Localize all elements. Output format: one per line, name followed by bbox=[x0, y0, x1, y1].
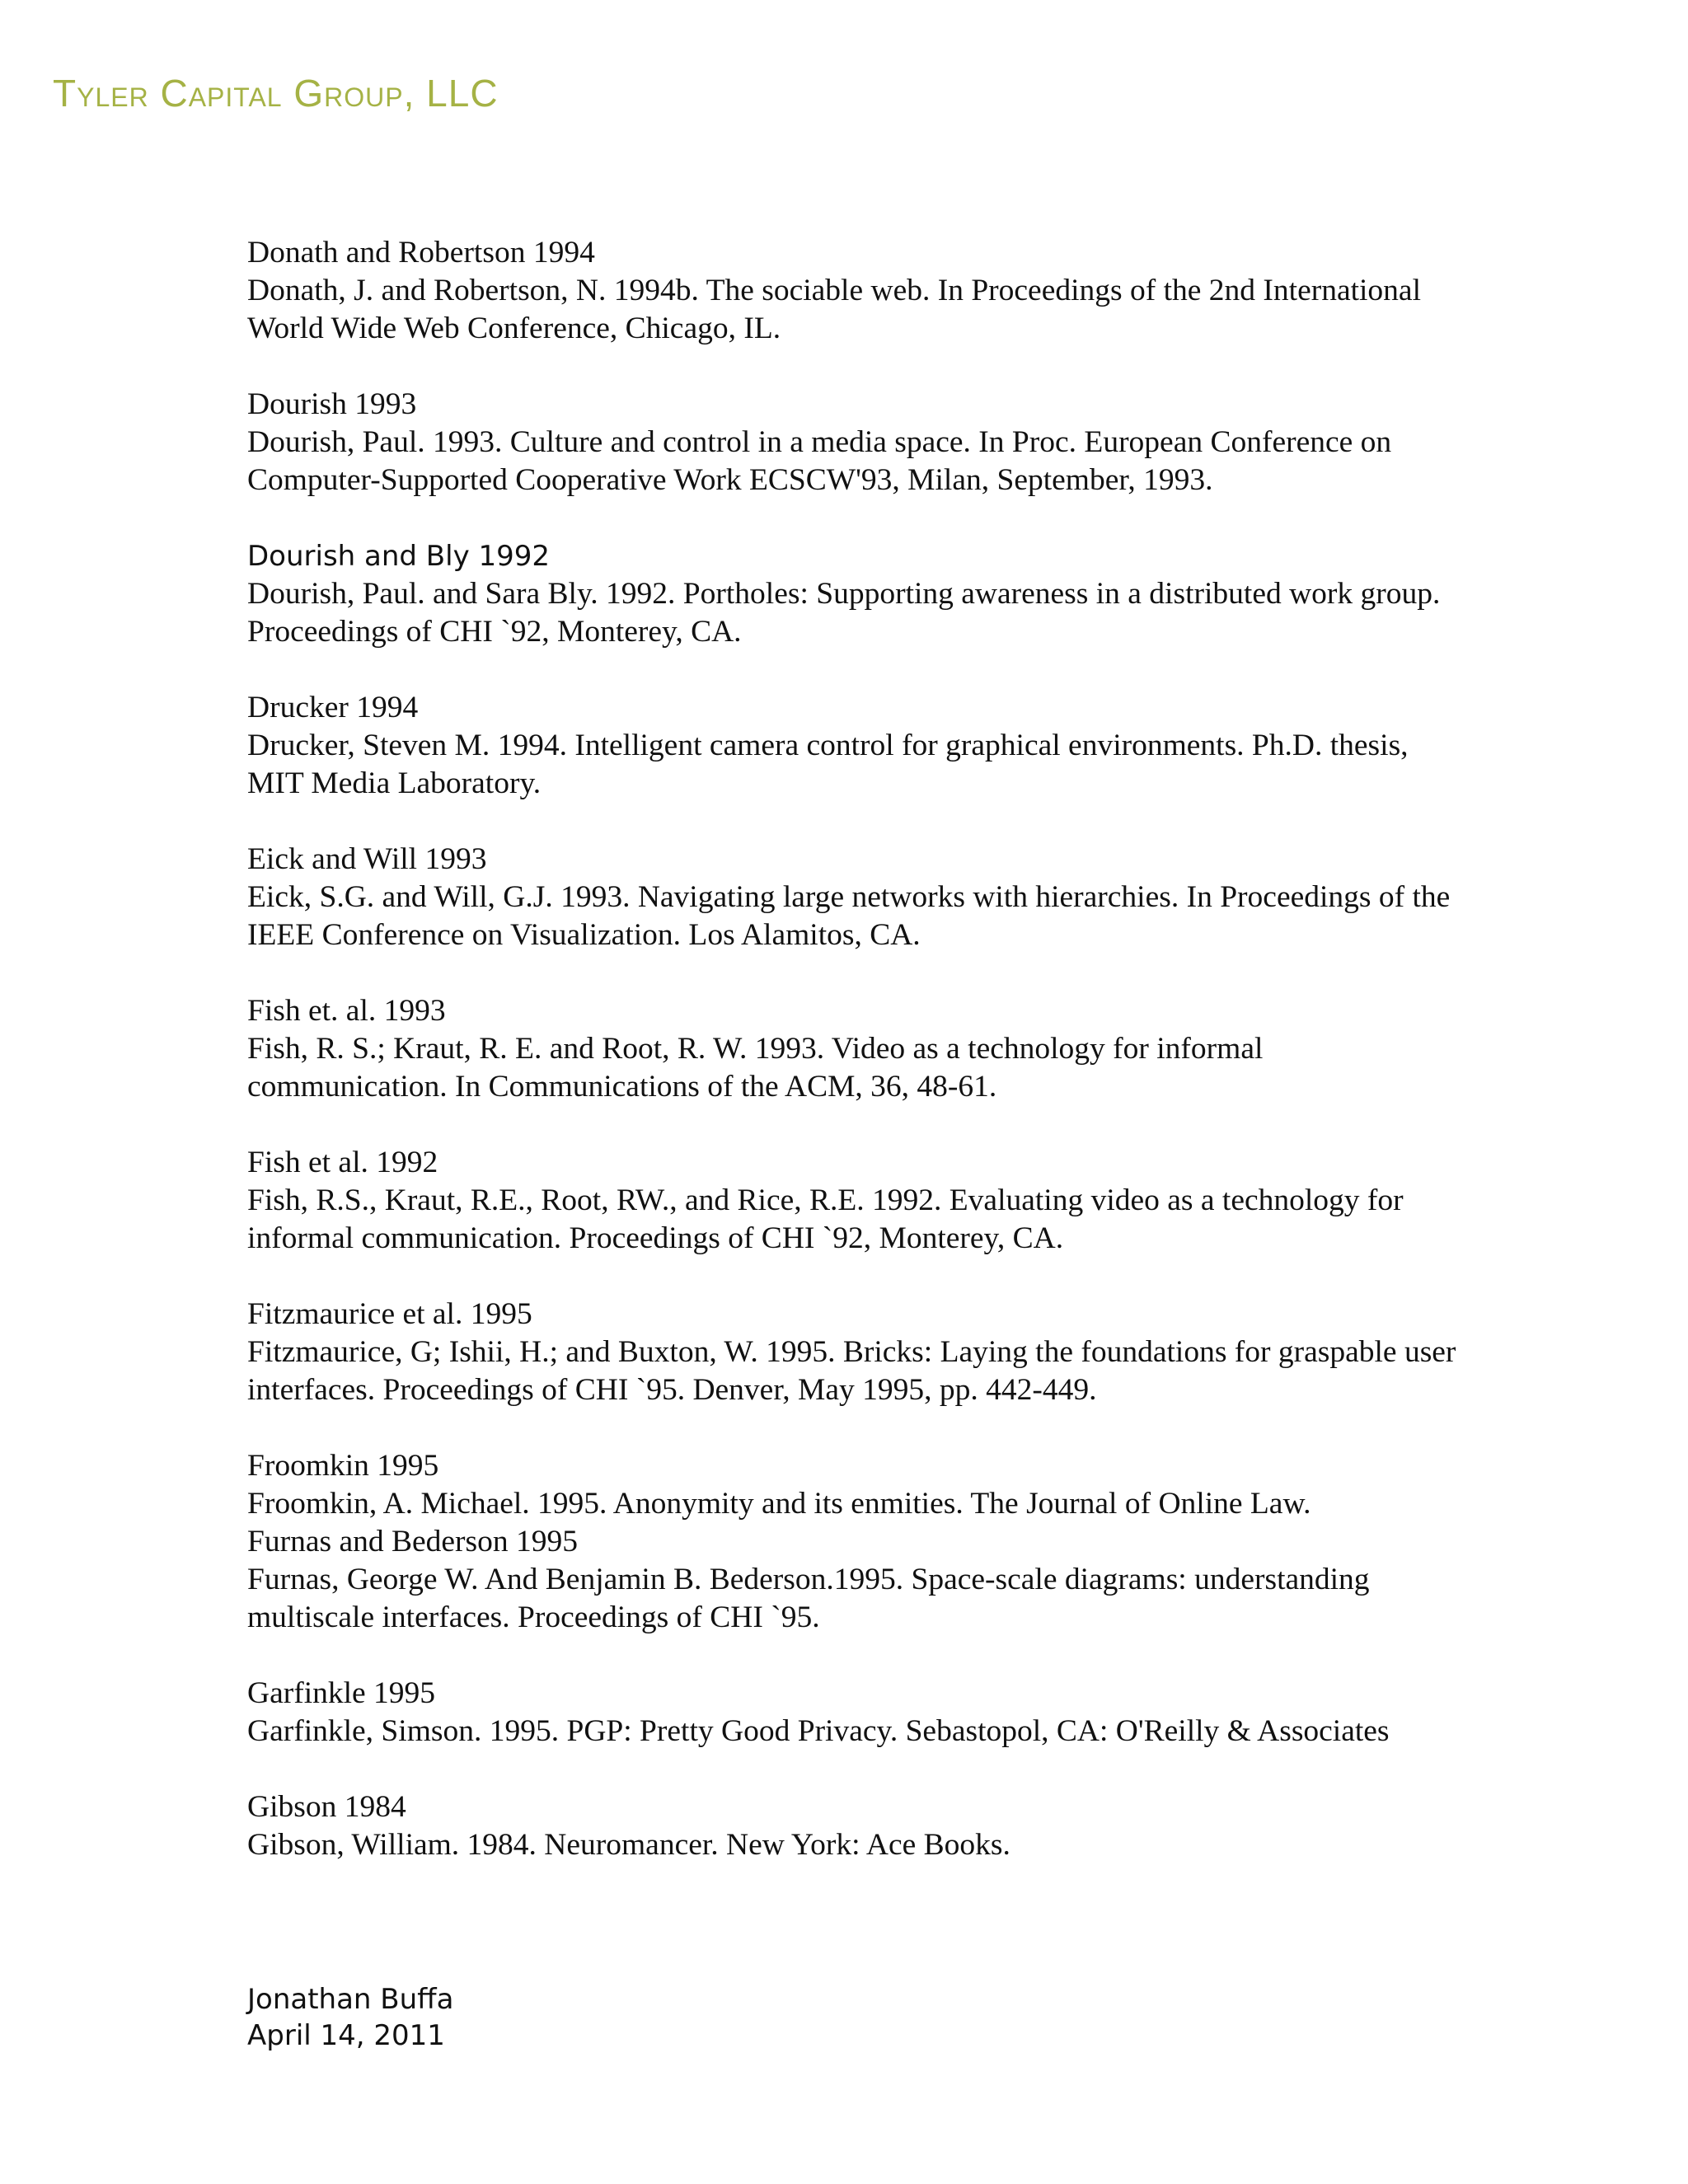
reference-list bbox=[247, 234, 1467, 1902]
reference-entry bbox=[247, 234, 1467, 348]
reference-key: Eick and Will 1993 bbox=[247, 842, 487, 876]
reference-key: Garfinkle 1995 bbox=[247, 1676, 436, 1710]
reference-citation: Garfinkle, Simson. 1995. PGP: Pretty Good Privacy. Sebastopol, CA: O'Reilly & Associates bbox=[247, 1714, 1390, 1748]
reference-citation: Fish, R. S.; Kraut, R. E. and Root, R. W. 1993. Video as a technology for informal communication. In Communications of the ACM, 36, 48-61. bbox=[247, 1032, 1264, 1104]
reference-entry bbox=[247, 992, 1467, 1106]
reference-entry bbox=[247, 1447, 1467, 1523]
reference-entry bbox=[247, 386, 1467, 499]
reference-entry bbox=[247, 537, 1467, 651]
reference-key: Dourish 1993 bbox=[247, 387, 417, 421]
reference-citation: Furnas, George W. And Benjamin B. Bederson.1995. Space-scale diagrams: understanding multiscale interfaces. Proceedings of CHI `95. bbox=[247, 1563, 1370, 1634]
reference-citation: Drucker, Steven M. 1994. Intelligent camera control for graphical environments. Ph.D. thesis, MIT Media Laboratory. bbox=[247, 729, 1409, 800]
reference-citation: Dourish, Paul. 1993. Culture and control in a media space. In Proc. European Conference on Computer-Supported Cooperative Work ECSCW'93, Milan, September, 1993. bbox=[247, 425, 1392, 497]
reference-entry bbox=[247, 1144, 1467, 1258]
reference-key: Drucker 1994 bbox=[247, 691, 419, 724]
signature-block bbox=[247, 1981, 453, 2054]
reference-citation: Gibson, William. 1984. Neuromancer. New York: Ace Books. bbox=[247, 1828, 1010, 1862]
reference-entry bbox=[247, 1296, 1467, 1409]
reference-key: Gibson 1984 bbox=[247, 1790, 406, 1824]
reference-entry bbox=[247, 1788, 1467, 1864]
company-letterhead: Tyler Capital Group, LLC bbox=[53, 72, 499, 115]
reference-key: Furnas and Bederson 1995 bbox=[247, 1525, 578, 1558]
reference-citation: Dourish, Paul. and Sara Bly. 1992. Portholes: Supporting awareness in a distributed work group. Proceedings of CHI `92, Monterey, CA. bbox=[247, 577, 1441, 649]
reference-entry bbox=[247, 1523, 1467, 1637]
reference-entry bbox=[247, 1675, 1467, 1750]
reference-key: Fitzmaurice et al. 1995 bbox=[247, 1297, 532, 1331]
reference-citation: Fish, R.S., Kraut, R.E., Root, RW., and Rice, R.E. 1992. Evaluating video as a technology for informal communication. Proceedings of CHI `92, Monterey, CA. bbox=[247, 1183, 1404, 1255]
reference-key: Froomkin 1995 bbox=[247, 1449, 439, 1483]
reference-citation: Fitzmaurice, G; Ishii, H.; and Buxton, W. 1995. Bricks: Laying the foundations for graspable user interfaces. Proceedings of CHI `95. Denver, May 1995, pp. 442-449. bbox=[247, 1335, 1456, 1407]
reference-entry bbox=[247, 689, 1467, 803]
reference-citation: Froomkin, A. Michael. 1995. Anonymity and its enmities. The Journal of Online Law. bbox=[247, 1487, 1311, 1521]
signature-date: April 14, 2011 bbox=[247, 2019, 445, 2052]
author-name: Jonathan Buffa bbox=[247, 1983, 454, 2016]
reference-key: Fish et. al. 1993 bbox=[247, 994, 446, 1028]
reference-citation: Eick, S.G. and Will, G.J. 1993. Navigating large networks with hierarchies. In Proceedings of the IEEE Conference on Visualization. Los Alamitos, CA. bbox=[247, 880, 1451, 952]
reference-key: Donath and Robertson 1994 bbox=[247, 236, 595, 269]
reference-key: Dourish and Bly 1992 bbox=[247, 540, 551, 573]
reference-citation: Donath, J. and Robertson, N. 1994b. The sociable web. In Proceedings of the 2nd International World Wide Web Conference, Chicago, IL. bbox=[247, 274, 1421, 345]
reference-entry bbox=[247, 841, 1467, 954]
reference-key: Fish et al. 1992 bbox=[247, 1146, 438, 1179]
